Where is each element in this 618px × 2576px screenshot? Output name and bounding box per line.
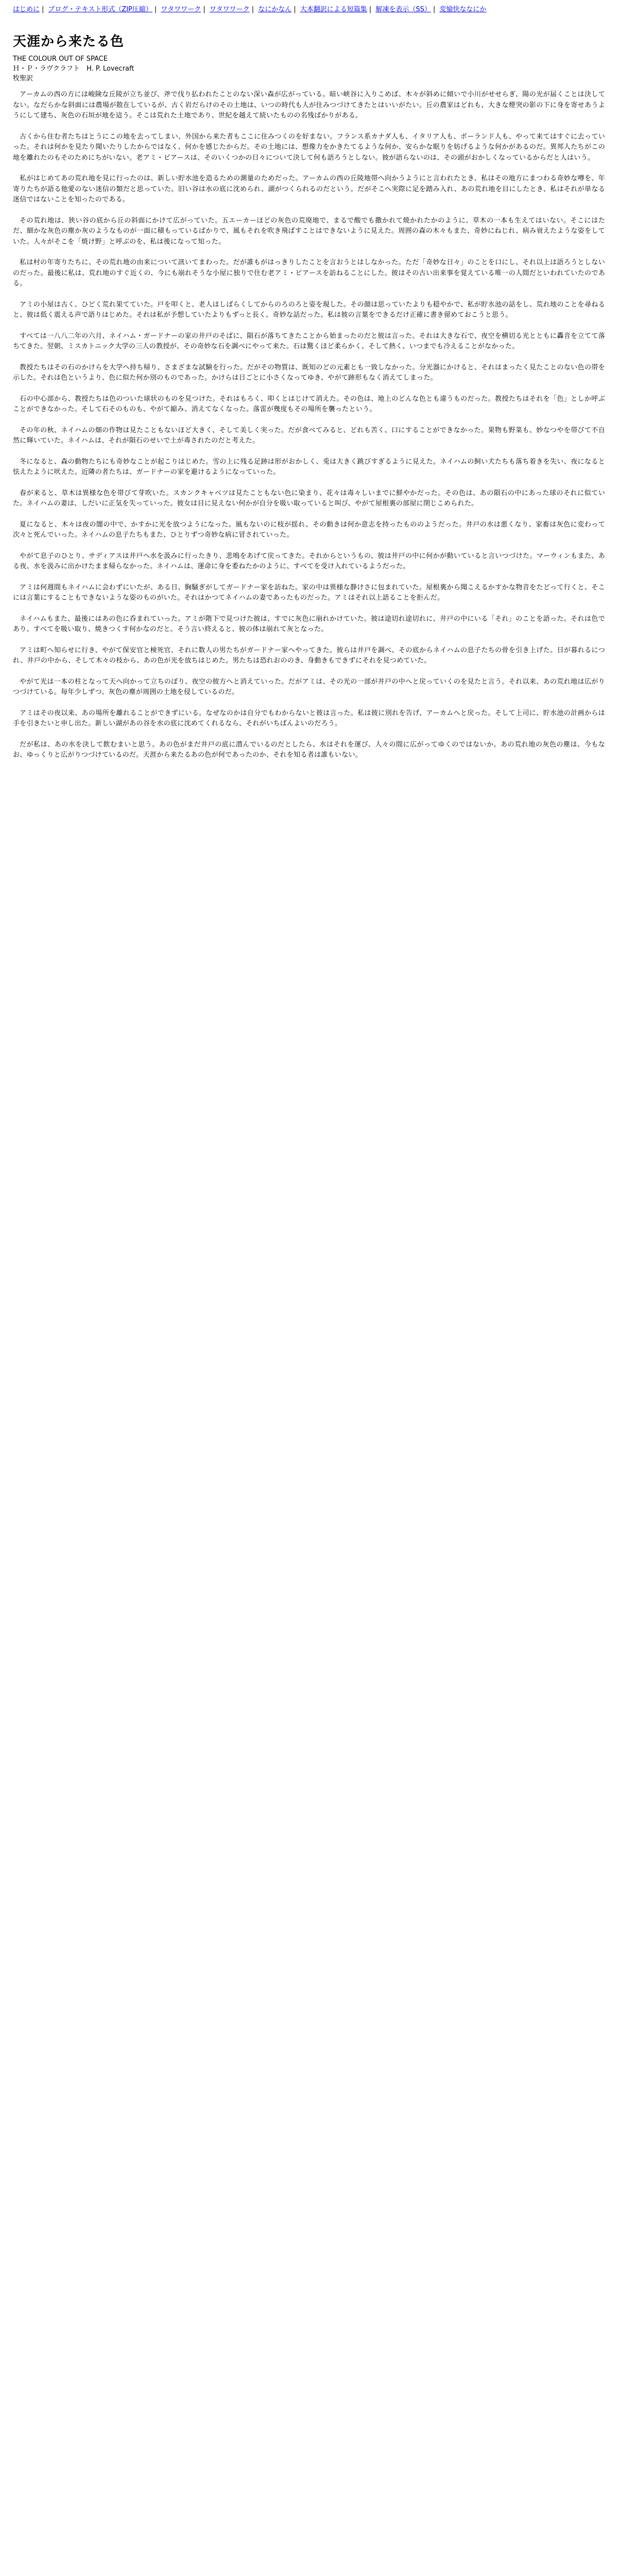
paragraph: 冬になると、森の動物たちにも奇妙なことが起こりはじめた。雪の上に残る足跡は形がおかしく、兎は大きく跳びすぎるように見えた。ネイハムの飼い犬たちも落ち着きを失い、夜になると怯えたように吠えた。近隣の者たちは、ガードナーの家を避けるようになっていった。 — [13, 457, 605, 476]
top-navigation: はじめに | ブログ・テキスト形式（ZIP圧縮） | ワタワワーク | ワタワワーク | なにかなん | 大本翻訳による短篇集 | 解凍を表示（SS） | 変愉快ななにか — [13, 6, 487, 13]
original-title: THE COLOUR OUT OF SPACE — [13, 55, 108, 63]
paragraph: やがて光は一本の柱となって天へ向かって立ちのぼり、夜空の彼方へと消えていった。だがアミは、その光の一部が井戸の中へと戻っていくのを見たと言う。それ以来、あの荒れ地は広がりつづけている。毎年少しずつ、灰色の塵が周囲の土地を侵しているのだ。 — [13, 677, 605, 696]
paragraph: ネイハムもまた、最後にはあの色に呑まれていった。アミが階下で見つけた彼は、すでに灰色に崩れかけていた。彼は途切れ途切れに、井戸の中にいる「それ」のことを語った。それは色であり、すべてを吸い取り、焼きつくす何かなのだと。そう言い終えると、彼の体は崩れて灰となった。 — [13, 615, 605, 633]
paragraph: だが私は、あの水を決して飲むまいと思う。あの色がまだ井戸の底に潜んでいるのだとしたら、水はそれを運び、人々の間に広がってゆくのではないか。あの荒れ地の灰色の塵は、今もなお、ゆっくりと広がりつづけているのだ。天涯から来たるあの色が何であったのか、それを知る者は誰もいない。 — [13, 740, 605, 759]
nav-link-blog-zip[interactable]: ブログ・テキスト形式（ZIP圧縮） — [48, 6, 152, 13]
paragraph: 春が来ると、草木は異様な色を帯びて芽吹いた。スカンクキャベツは見たこともない色に染まり、花々は毒々しいまでに鮮やかだった。その色は、あの隕石の中にあった球のそれに似ていた。ネイハムの妻は、しだいに正気を失っていった。彼女は目に見えない何かが自分を吸い取っていると叫び、やがて屋根裏の部屋に閉じこめられた。 — [13, 489, 605, 507]
document-content — [13, 31, 605, 761]
nav-link-work-2[interactable]: ワタワワーク — [209, 6, 250, 13]
paragraph: すべては一八八二年の六月、ネイハム・ガードナーの家の井戸のそばに、隕石が落ちてきたことから始まったのだと彼は言った。それは大きな石で、夜空を横切る光とともに轟音を立てて落ちてきた。翌朝、ミスカトニック大学の三人の教授が、その奇妙な石を調べにやって来た。石は驚くほど柔らかく、そして熱く、いつまでも冷えることがなかった。 — [13, 332, 605, 350]
story-body — [13, 90, 605, 761]
paragraph: 石の中心部から、教授たちは色のついた球状のものを見つけた。それはもろく、叩くとはじけて消えた。その色は、地上のどんな色とも違うものだった。教授たちはそれを「色」としか呼ぶことができなかった。そして石そのものも、やがて縮み、消えてなくなった。落雷が幾度もその場所を襲ったという。 — [13, 395, 605, 413]
paragraph: アミは何週間もネイハムに会わずにいたが、ある日、胸騒ぎがしてガードナー家を訪ねた。家の中は異様な静けさに包まれていた。屋根裏から聞こえるかすかな物音をたどって行くと、そこには言葉にすることもできないような姿のものがいた。それはかつてネイハムの妻であったものだった。アミはそれ以上語ることを拒んだ。 — [13, 583, 605, 602]
translator-line: 牧聖訳 — [13, 75, 33, 82]
nav-link-pleasant[interactable]: 変愉快ななにか — [439, 6, 487, 13]
nav-link-work-1[interactable]: ワタワワーク — [161, 6, 201, 13]
paragraph: 私は村の年寄りたちに、その荒れ地の由来について訊いてまわった。だが誰もがはっきりしたことを言おうとはしなかった。ただ「奇妙な日々」のことを口にし、それ以上は語ろうとしないのだった。最後に私は、荒れ地のすぐ近くの、今にも崩れそうな小屋に独りで住む老アミ・ピアースを訪ねることにした。彼はその古い出来事を覚えている唯一の人間だといわれていたのである。 — [13, 259, 605, 287]
paragraph: その荒れ地は、狭い谷の底から丘の斜面にかけて広がっていた。五エーカーほどの灰色の荒廃地で、まるで酸でも撒かれて焼かれたかのように、草木の一本も生えてはいない。そこにはただ、細かな灰色の塵か灰のようなものが一面に積もっているばかりで、風もそれを吹き飛ばすことはできないように見えた。周囲の森の木々もまた、奇妙にねじれ、病み衰えたような姿をしていた。人々がそこを「焼け野」と呼ぶのを、私は後になって知った。 — [13, 216, 605, 246]
paragraph: 教授たちはその石のかけらを大学へ持ち帰り、さまざまな試験を行った。だがその物質は、既知のどの元素とも一致しなかった。分光器にかけると、それはまったく見たことのない色の帯を示した。それは色というより、色に似た何か別のものであった。かけらは日ごとに小さくなってゆき、やがて跡形もなく消えてしまった。 — [13, 363, 605, 382]
paragraph: アミは町へ知らせに行き、やがて保安官と検死官、それに数人の男たちがガードナー家へやってきた。彼らは井戸を調べ、その底からネイハムの息子たちの骨を引き上げた。日が暮れるにつれ、井戸の中から、そして木々の枝から、あの色が光を放ちはじめた。男たちは恐れおののき、身動きもできずにそれを見つめていた。 — [13, 646, 605, 665]
paragraph: アーカムの西の方には峻険な丘陵が立ち並び、斧で伐り払われたことのない深い森が広がっている。暗い峡谷に入りこめば、木々が斜めに傾いで小川がせせらぎ、陽の光が届くことは決してない。なだらかな斜面には農場が散在しているが、古く岩だらけのその土地は、いつの時代も人が住みつづけてきたとはいいがたい。丘の農家はどれも、大きな煙突の影の下に身を寄せあうようにして建ち、灰色の石垣が地を這う。そこは荒れた土地であり、世紀を越えて続いたものの名残ばかりがある。 — [13, 91, 605, 120]
nav-link-short-stories[interactable]: 大本翻訳による短篇集 — [300, 6, 367, 13]
nav-link-show-decompressed[interactable]: 解凍を表示（SS） — [375, 6, 431, 13]
paragraph: 私がはじめてあの荒れ地を見に行ったのは、新しい貯水池を造るための測量のためだった。アーカムの西の丘陵地帯へ向かうようにと言われたとき、私はその地方にまつわる奇妙な噂を、年寄りたちが語る他愛のない迷信の類だと思っていた。旧い谷は水の底に沈められ、湖がつくられるのだという。だがそこへ実際に足を踏み入れ、あの荒れ地を目にしたとき、私はそれが単なる迷信ではないことを知ったのである。 — [13, 175, 605, 204]
nav-link-intro[interactable]: はじめに — [13, 6, 40, 13]
paragraph: 夏になると、木々は夜の闇の中で、かすかに光を放つようになった。風もないのに枝が揺れ、その動きは何か意志を持ったもののようだった。井戸の水は悪くなり、家畜は灰色に変わって次々と死んでいった。ネイハムの息子たちもまた、ひとりずつ奇妙な病に冒されていった。 — [13, 520, 605, 539]
author-line: Ｈ・Ｐ・ラヴクラフト H. P. Lovecraft — [13, 65, 134, 73]
paragraph: アミの小屋は古く、ひどく荒れ果てていた。戸を叩くと、老人はしばらくしてからのろのろと姿を現した。その顔は思っていたよりも穏やかで、私が貯水池の話をし、荒れ地のことを尋ねると、彼は低く震える声で語りはじめた。それは私が予想していたよりもずっと長く、奇妙な話だった。私は彼の言葉をできるだけ正確に書き留めておこうと思う。 — [13, 300, 605, 319]
paragraph: やがて息子のひとり、サディアスは井戸へ水を汲みに行ったきり、悲鳴をあげて戻ってきた。それからというもの、彼は井戸の中に何かが動いていると言いつづけた。マーウィンもまた、ある夜、水を汲みに出かけたまま帰らなかった。ネイハムは、運命に身を委ねたかのように、すべてを受け入れているようだった。 — [13, 552, 605, 570]
paragraph: 古くから住む者たちはとうにこの地を去ってしまい、外国から来た者もここに住みつくのを好まない。フランス系カナダ人も、イタリア人も、ポーランド人も、やって来てはすぐに去っていった。それは何かを見たり聞いたりしたからではなく、何かを感じたからだ。その土地には、想像力をかきたてるような何か、安らかな眠りを妨げるような何かがあるのだ。異邦人たちがこの地を離れたのもそのためにちがいない。老アミ・ピアースは、そのいくつかの日々について決して何も語ろうとしない。彼が語らないのは、その頭がおかしくなっているからだと人はいう。 — [13, 132, 605, 162]
page-title: 天涯から来たる色 — [13, 34, 125, 49]
nav-link-something[interactable]: なにかなん — [258, 6, 292, 13]
paragraph: アミはその夜以来、あの場所を離れることができずにいる。なぜなのかは自分でもわからないと彼は言った。私は彼に別れを告げ、アーカムへと戻った。そして上司に、貯水池の計画からは手を引きたいと申し出た。新しい湖があの谷を水の底に沈めてくれるなら、それがいちばんよいのだろう。 — [13, 709, 605, 727]
paragraph: その年の秋、ネイハムの畑の作物は見たこともないほど大きく、そして美しく実った。だが食べてみると、どれも苦く、口にすることができなかった。果物も野菜も、妙なつやを帯びて不自然に輝いていた。ネイハムは、それが隕石のせいで土が毒されたのだと考えた。 — [13, 426, 605, 445]
